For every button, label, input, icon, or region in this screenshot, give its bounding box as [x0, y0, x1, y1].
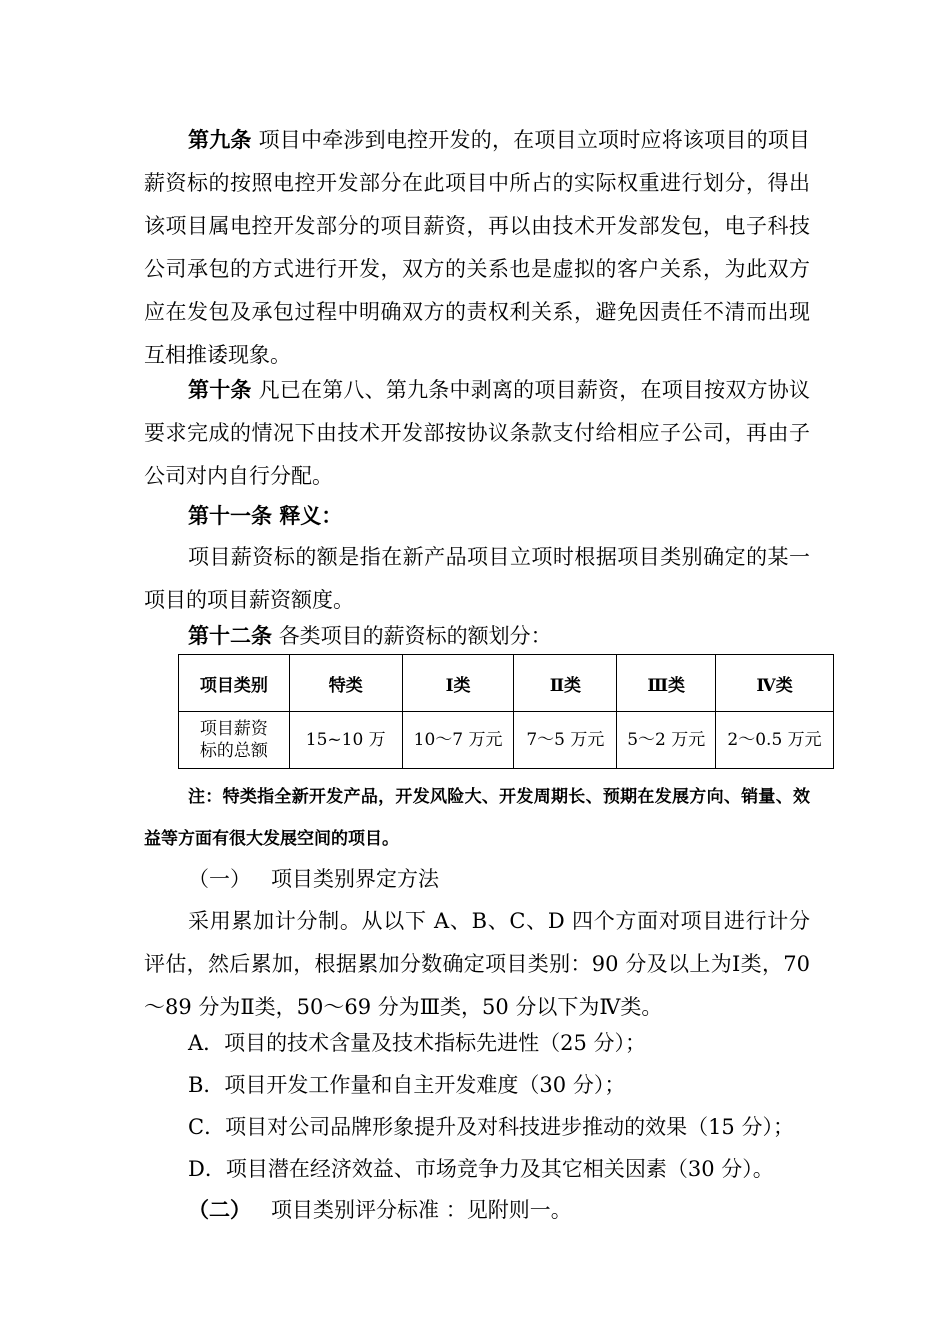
- table-cell: 15~10 万: [289, 712, 402, 769]
- table-header-cell: Ⅲ类: [617, 655, 716, 712]
- table-cell: 5～2 万元: [617, 712, 716, 769]
- article-11-label: 第十一条: [188, 503, 272, 528]
- article-9: [144, 118, 810, 377]
- criterion-d: D．项目潜在经济效益、市场竞争力及其它相关因素（30 分）。: [188, 1157, 774, 1181]
- table-note: 注：特类指全新开发产品，开发风险大、开发周期长、预期在发展方向、销量、效益等方面有很大发展空间的项目。: [144, 787, 810, 849]
- criterion-c: C．项目对公司品牌形象提升及对科技进步推动的效果（15 分）；: [188, 1115, 794, 1139]
- section-2-heading: [188, 1188, 888, 1232]
- table-cell: 7～5 万元: [514, 712, 617, 769]
- section-2-title: 项目类别评分标准: [271, 1198, 440, 1222]
- criterion-a: A．项目的技术含量及技术指标先进性（25 分）；: [188, 1031, 647, 1055]
- table-row-label: [179, 712, 290, 769]
- article-11-heading: [144, 494, 810, 537]
- section-1-label: （一）: [188, 867, 251, 891]
- article-10-text: 凡已在第八、第九条中剥离的项目薪资，在项目按双方协议要求完成的情况下由技术开发部按协议条款支付给相应子公司，再由子公司对内自行分配。: [144, 378, 811, 488]
- article-12-text: 各类项目的薪资标的额划分：: [278, 624, 552, 648]
- criterion-b: B．项目开发工作量和自主开发难度（30 分）；: [188, 1073, 626, 1097]
- table-cell: 2～0.5 万元: [716, 712, 834, 769]
- section-1-title: 项目类别界定方法: [271, 867, 440, 891]
- table-cell: 10～7 万元: [402, 712, 514, 769]
- table-header-cell: Ⅱ类: [514, 655, 617, 712]
- table-header-cell: Ⅰ类: [402, 655, 514, 712]
- table-row: [179, 712, 834, 769]
- section-2-text: ：见附则一。: [445, 1198, 572, 1222]
- article-9-text: 项目中牵涉到电控开发的，在项目立项时应将该项目的项目薪资标的按照电控开发部分在此项目中所占的实际权重进行划分，得出该项目属电控开发部分的项目薪资，再以由技术开发部发包，电子科技公司承包的方式进行开发，双方的关系也是虚拟的客户关系，为此双方应在发包及承包过程中明确双方的责权利关系，避免因责任不清而出现互相推诿现象。: [144, 128, 811, 367]
- article-11-text: 项目薪资标的额是指在新产品项目立项时根据项目类别确定的某一项目的项目薪资额度。: [144, 545, 810, 612]
- section-1-heading: [188, 858, 888, 901]
- table-header-row: [179, 655, 834, 712]
- salary-table: [178, 654, 834, 769]
- table-header-cell: Ⅳ类: [716, 655, 834, 712]
- article-12: [144, 616, 810, 656]
- article-9-label: 第九条: [188, 127, 252, 152]
- table-header-cell: 项目类别: [179, 655, 290, 712]
- table-header-cell: 特类: [289, 655, 402, 712]
- article-10-label: 第十条: [188, 377, 252, 402]
- section-2-label: （二）: [188, 1197, 251, 1222]
- table-row-label-line: 标的总额: [199, 741, 268, 761]
- article-11-title: 释义：: [279, 503, 343, 528]
- section-1-text: 采用累加计分制。从以下 A、B、C、D 四个方面对项目进行计分评估，然后累加，根据累加分数确定项目类别：90 分及以上为Ⅰ类，70～89 分为Ⅱ类，50～69 分为Ⅲ类，50 分以下为Ⅳ类。: [144, 909, 810, 1019]
- table-row-label-line: 项目薪资: [199, 719, 268, 739]
- article-12-label: 第十二条: [188, 623, 272, 648]
- article-10: [144, 368, 810, 498]
